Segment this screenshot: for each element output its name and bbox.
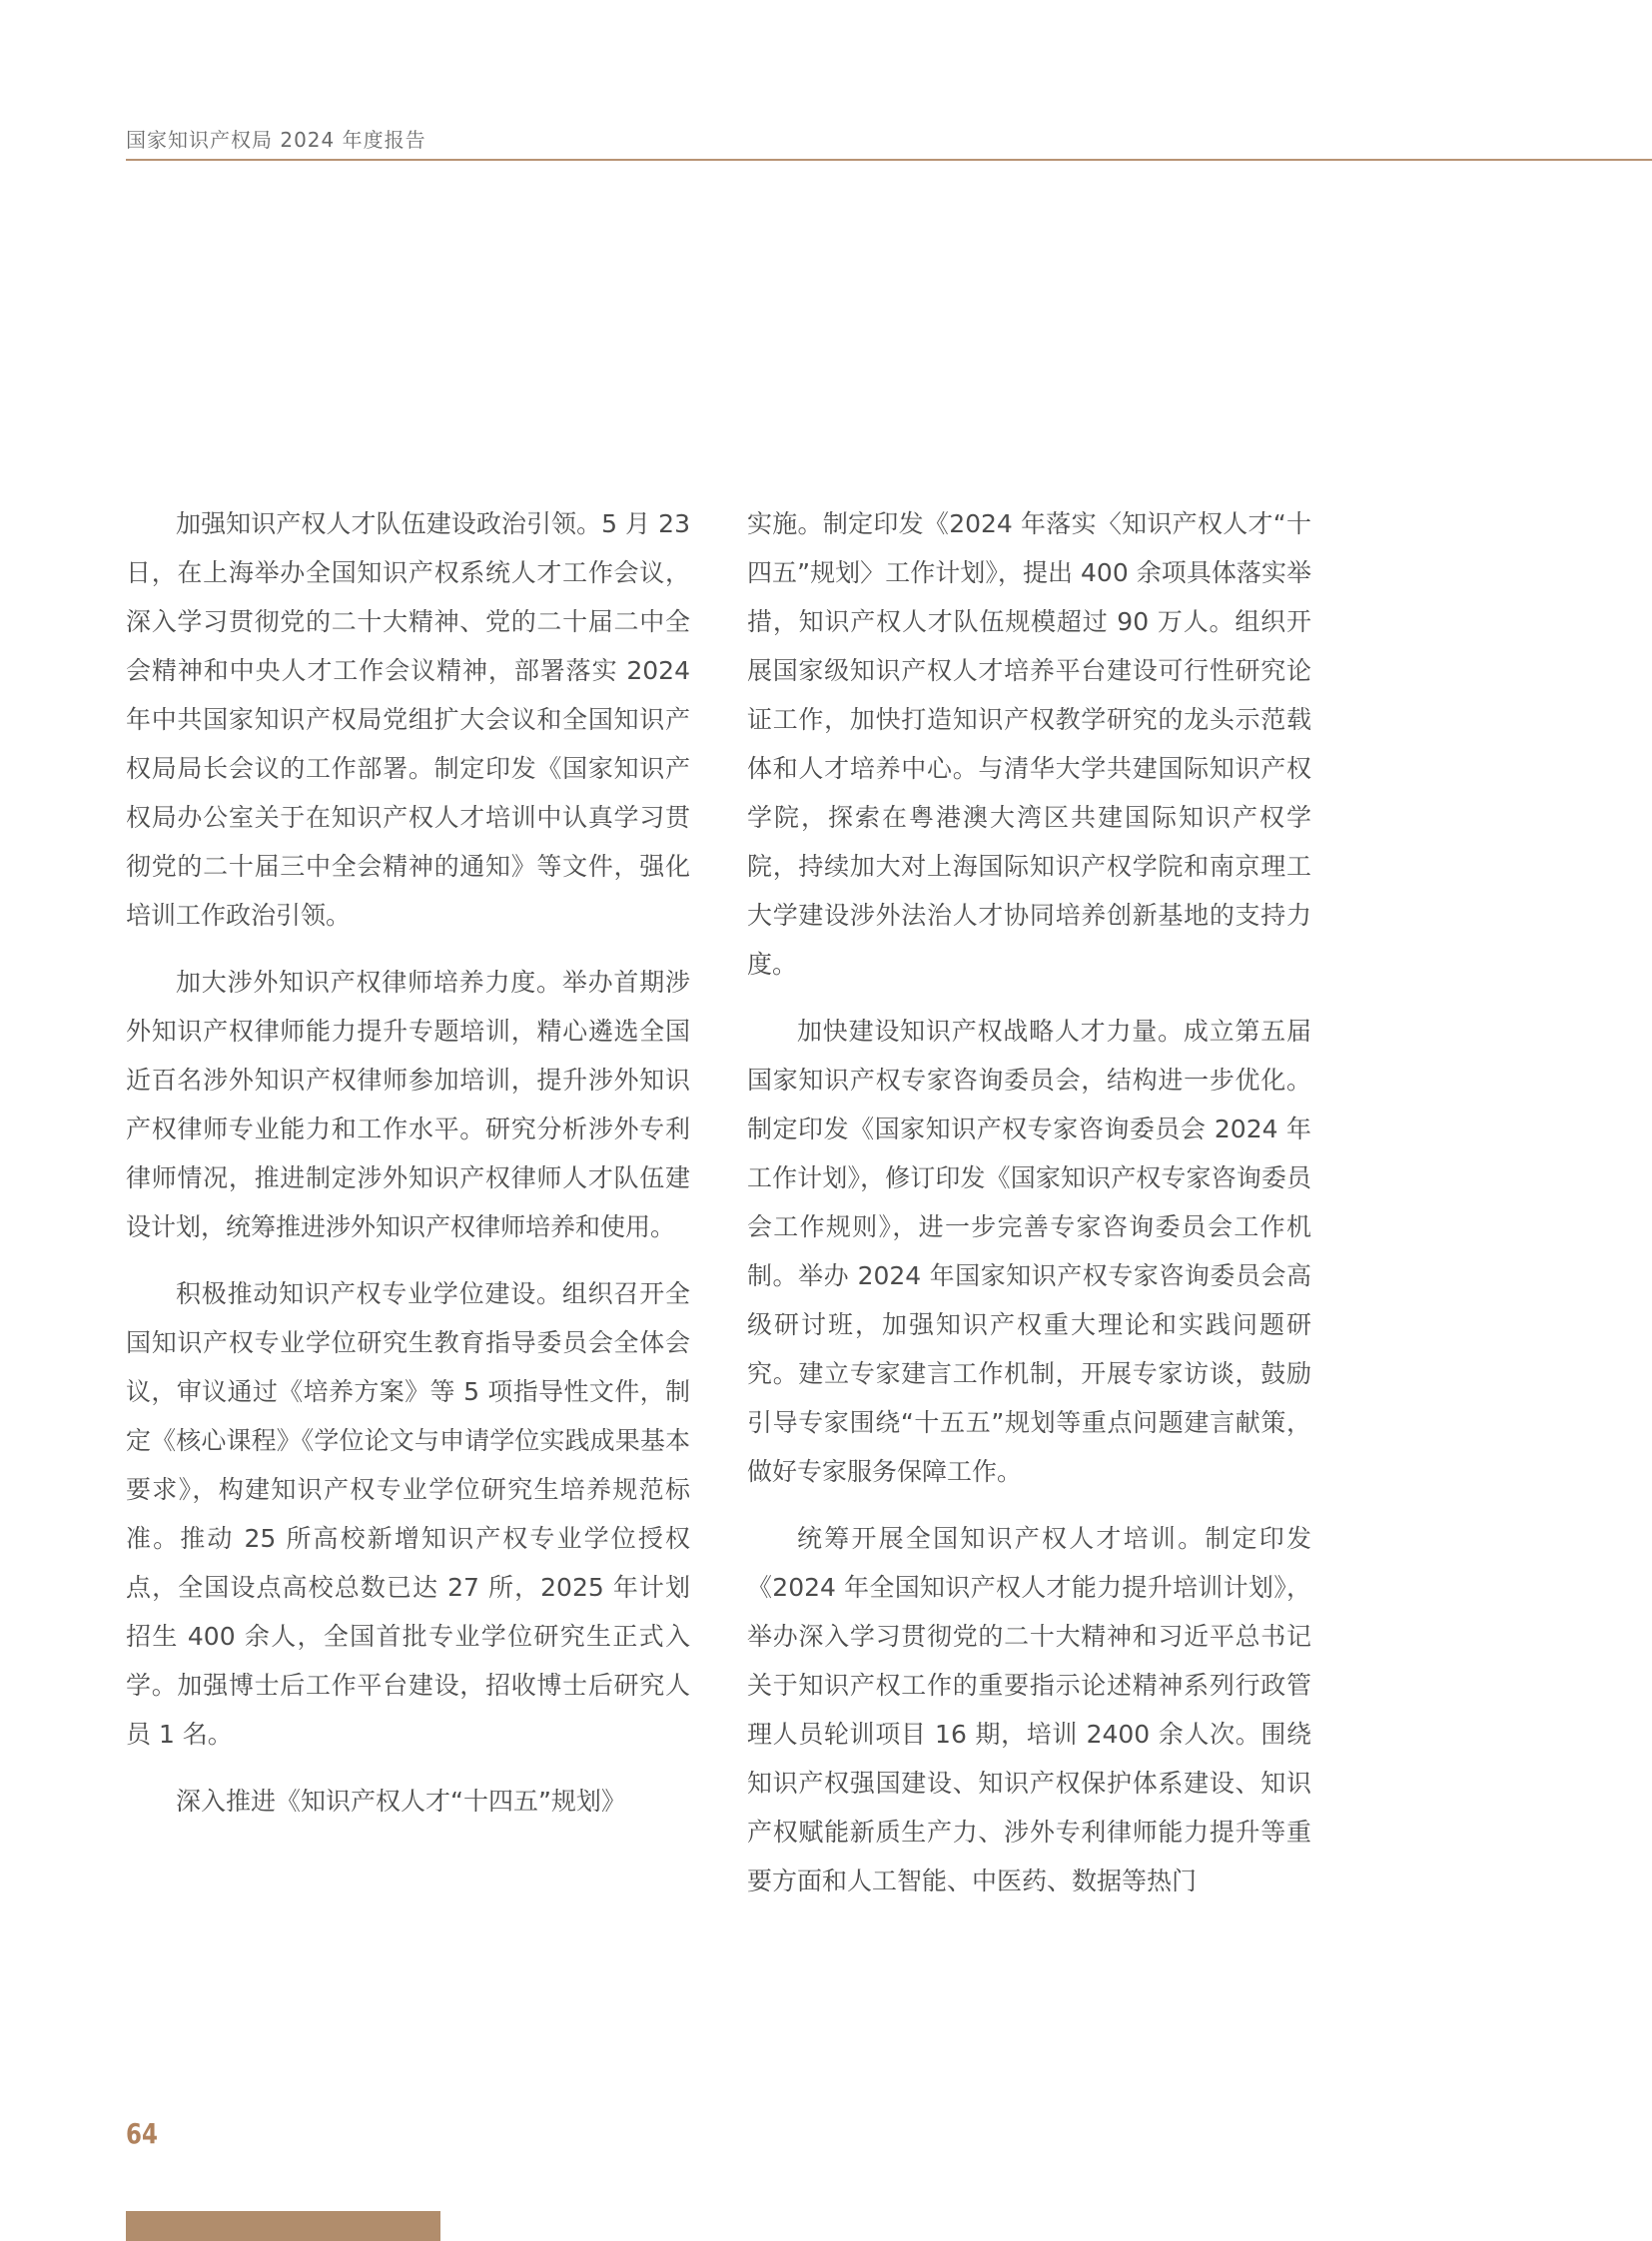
page-number: 64 (126, 2117, 158, 2150)
footer-accent-bar (126, 2211, 440, 2241)
paragraph-strategic-talent: 加快建设知识产权战略人才力量。成立第五届国家知识产权专家咨询委员会，结构进一步优化。制定印发《国家知识产权专家咨询委员会 2024 年工作计划》，修订印发《国家知识产权专家咨询委员会工作规则》，进一步完善专家咨询委员会工作机制。举办 2024 年国家知识产权专家咨询委员会高级研讨班，加强知识产权重大理论和实践问题研究。建立专家建言工作机制，开展专家访谈，鼓励引导专家围绕“十五五”规划等重点问题建言献策，做好专家服务保障工作。 (747, 1017, 1311, 1486)
paragraph-five-year-plan-start: 深入推进《知识产权人才“十四五”规划》 (176, 1787, 626, 1816)
paragraph-professional-degree: 积极推动知识产权专业学位建设。组织召开全国知识产权专业学位研究生教育指导委员会全体会议，审议通过《培养方案》等 5 项指导性文件，制定《核心课程》《学位论文与申请学位实践成果基本要求》，构建知识产权专业学位研究生培养规范标准。推动 25 所高校新增知识产权专业学位授权点，全国设点高校总数已达 27 所，2025 年计划招生 400 余人，全国首批专业学位研究生正式入学。加强博士后工作平台建设，招收博士后研究人员 1 名。 (126, 1279, 690, 1749)
paragraph-national-training: 统筹开展全国知识产权人才培训。制定印发《2024 年全国知识产权人才能力提升培训计划》，举办深入学习贯彻党的二十大精神和习近平总书记关于知识产权工作的重要指示论述精神系列行政管理人员轮训项目 16 期，培训 2400 余人次。围绕知识产权强国建设、知识产权保护体系建设、知识产权赋能新质生产力、涉外专利律师能力提升等重要方面和人工智能、中医药、数据等热门 (747, 1524, 1311, 1895)
left-text-column (126, 499, 690, 1844)
paragraph-talent-political-guidance: 加强知识产权人才队伍建设政治引领。5 月 23 日，在上海举办全国知识产权系统人才工作会议，深入学习贯彻党的二十大精神、党的二十届二中全会精神和中央人才工作会议精神，部署落实 2024 年中共国家知识产权局党组扩大会议和全国知识产权局局长会议的工作部署。制定印发《国家知识产权局办公室关于在知识产权人才培训中认真学习贯彻党的二十届三中全会精神的通知》等文件，强化培训工作政治引领。 (126, 509, 690, 930)
paragraph-five-year-plan-continued: 实施。制定印发《2024 年落实〈知识产权人才“十四五”规划〉工作计划》，提出 400 余项具体落实举措，知识产权人才队伍规模超过 90 万人。组织开展国家级知识产权人才培养平台建设可行性研究论证工作，加快打造知识产权教学研究的龙头示范载体和人才培养中心。与清华大学共建国际知识产权学院，探索在粤港澳大湾区共建国际知识产权学院，持续加大对上海国际知识产权学院和南京理工大学建设涉外法治人才协同培养创新基地的支持力度。 (747, 509, 1311, 979)
paragraph-foreign-ip-lawyers: 加大涉外知识产权律师培养力度。举办首期涉外知识产权律师能力提升专题培训，精心遴选全国近百名涉外知识产权律师参加培训，提升涉外知识产权律师专业能力和工作水平。研究分析涉外专利律师情况，推进制定涉外知识产权律师人才队伍建设计划，统筹推进涉外知识产权律师培养和使用。 (126, 968, 690, 1241)
header-divider (126, 159, 1652, 161)
report-header-title: 国家知识产权局 2024 年度报告 (126, 128, 426, 152)
right-text-column (747, 499, 1311, 1923)
